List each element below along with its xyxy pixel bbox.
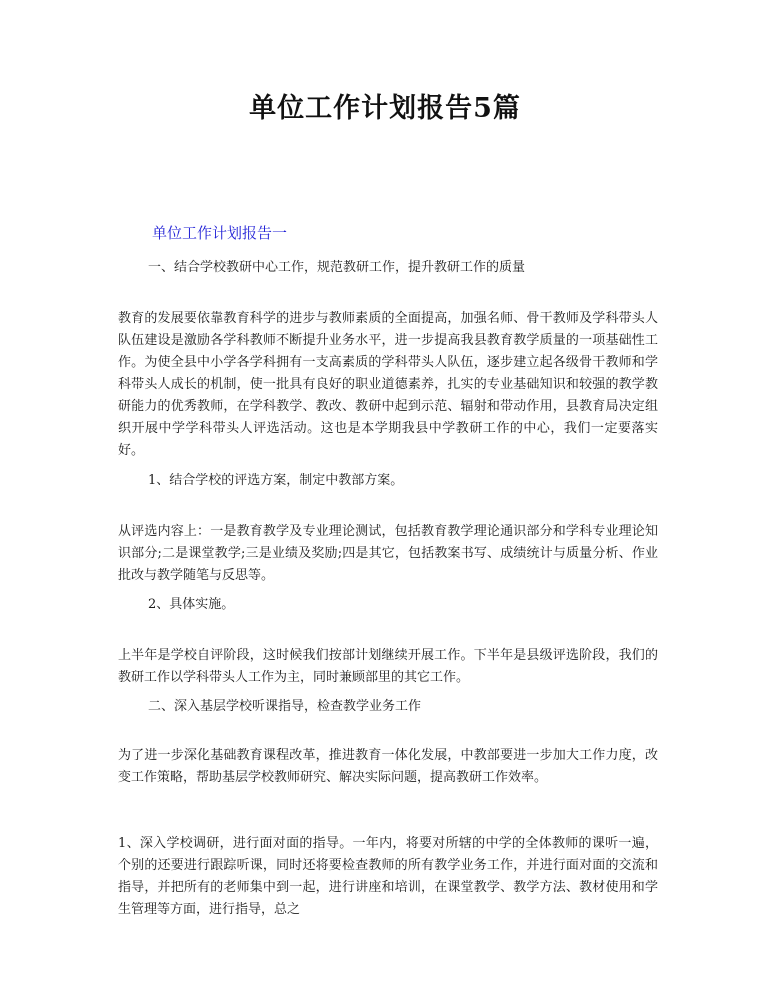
section-heading: 单位工作计划报告一: [152, 224, 288, 242]
subheading-3: 2、具体实施。: [148, 597, 235, 612]
document-title: 单位工作计划报告5篇: [249, 93, 521, 124]
subheading-4: 二、深入基层学校听课指导，检查教学业务工作: [148, 699, 422, 714]
paragraph-4: 为了进一步深化基础教育课程改革，推进教育一体化发展，中教部要进一步加大工作力度，改变工作策略，帮助基层学校教师研究、解决实际问题，提高教研工作效率。: [118, 748, 658, 785]
paragraph-1: 教育的发展要依靠教育科学的进步与教师素质的全面提高，加强名师、骨干教师及学科带头人队伍建设是激励各学科教师不断提升业务水平，进一步提高我县教育教学质量的一项基础性工作。为使全县中小学各学科拥有一支高素质的学科带头人队伍，逐步建立起各级骨干教师和学科带头人成长的机制，使一批具有良好的职业道德素养，扎实的专业基础知识和较强的教学教研能力的优秀教师，在学科教学、教改、教研中起到示范、辐射和带动作用，县教育局决定组织开展中学学科带头人评选活动。这也是本学期我县中学教研工作的中心，我们一定要落实好。: [118, 311, 658, 458]
paragraph-3: 上半年是学校自评阶段，这时候我们按部计划继续开展工作。下半年是县级评选阶段，我们的教研工作以学科带头人工作为主，同时兼顾部里的其它工作。: [118, 648, 658, 685]
paragraph-5: 1、深入学校调研，进行面对面的指导。一年内，将要对所辖的中学的全体教师的课听一遍，个别的还要进行跟踪听课，同时还将要检查教师的所有教学业务工作，并进行面对面的交流和指导，并把所有的老师集中到一起，进行讲座和培训，在课堂教学、教学方法、教材使用和学生管理等方面，进行指导，总之: [118, 836, 658, 917]
subheading-2: 1、结合学校的评选方案，制定中教部方案。: [148, 473, 404, 488]
subheading-1: 一、结合学校教研中心工作，规范教研工作，提升教研工作的质量: [148, 260, 526, 275]
paragraph-2: 从评选内容上：一是教育教学及专业理论测试，包括教育教学理论通识部分和学科专业理论知识部分;二是课堂教学;三是业绩及奖励;四是其它，包括教案书写、成绩统计与质量分析、作业批改与教学随笔与反思等。: [118, 524, 658, 583]
